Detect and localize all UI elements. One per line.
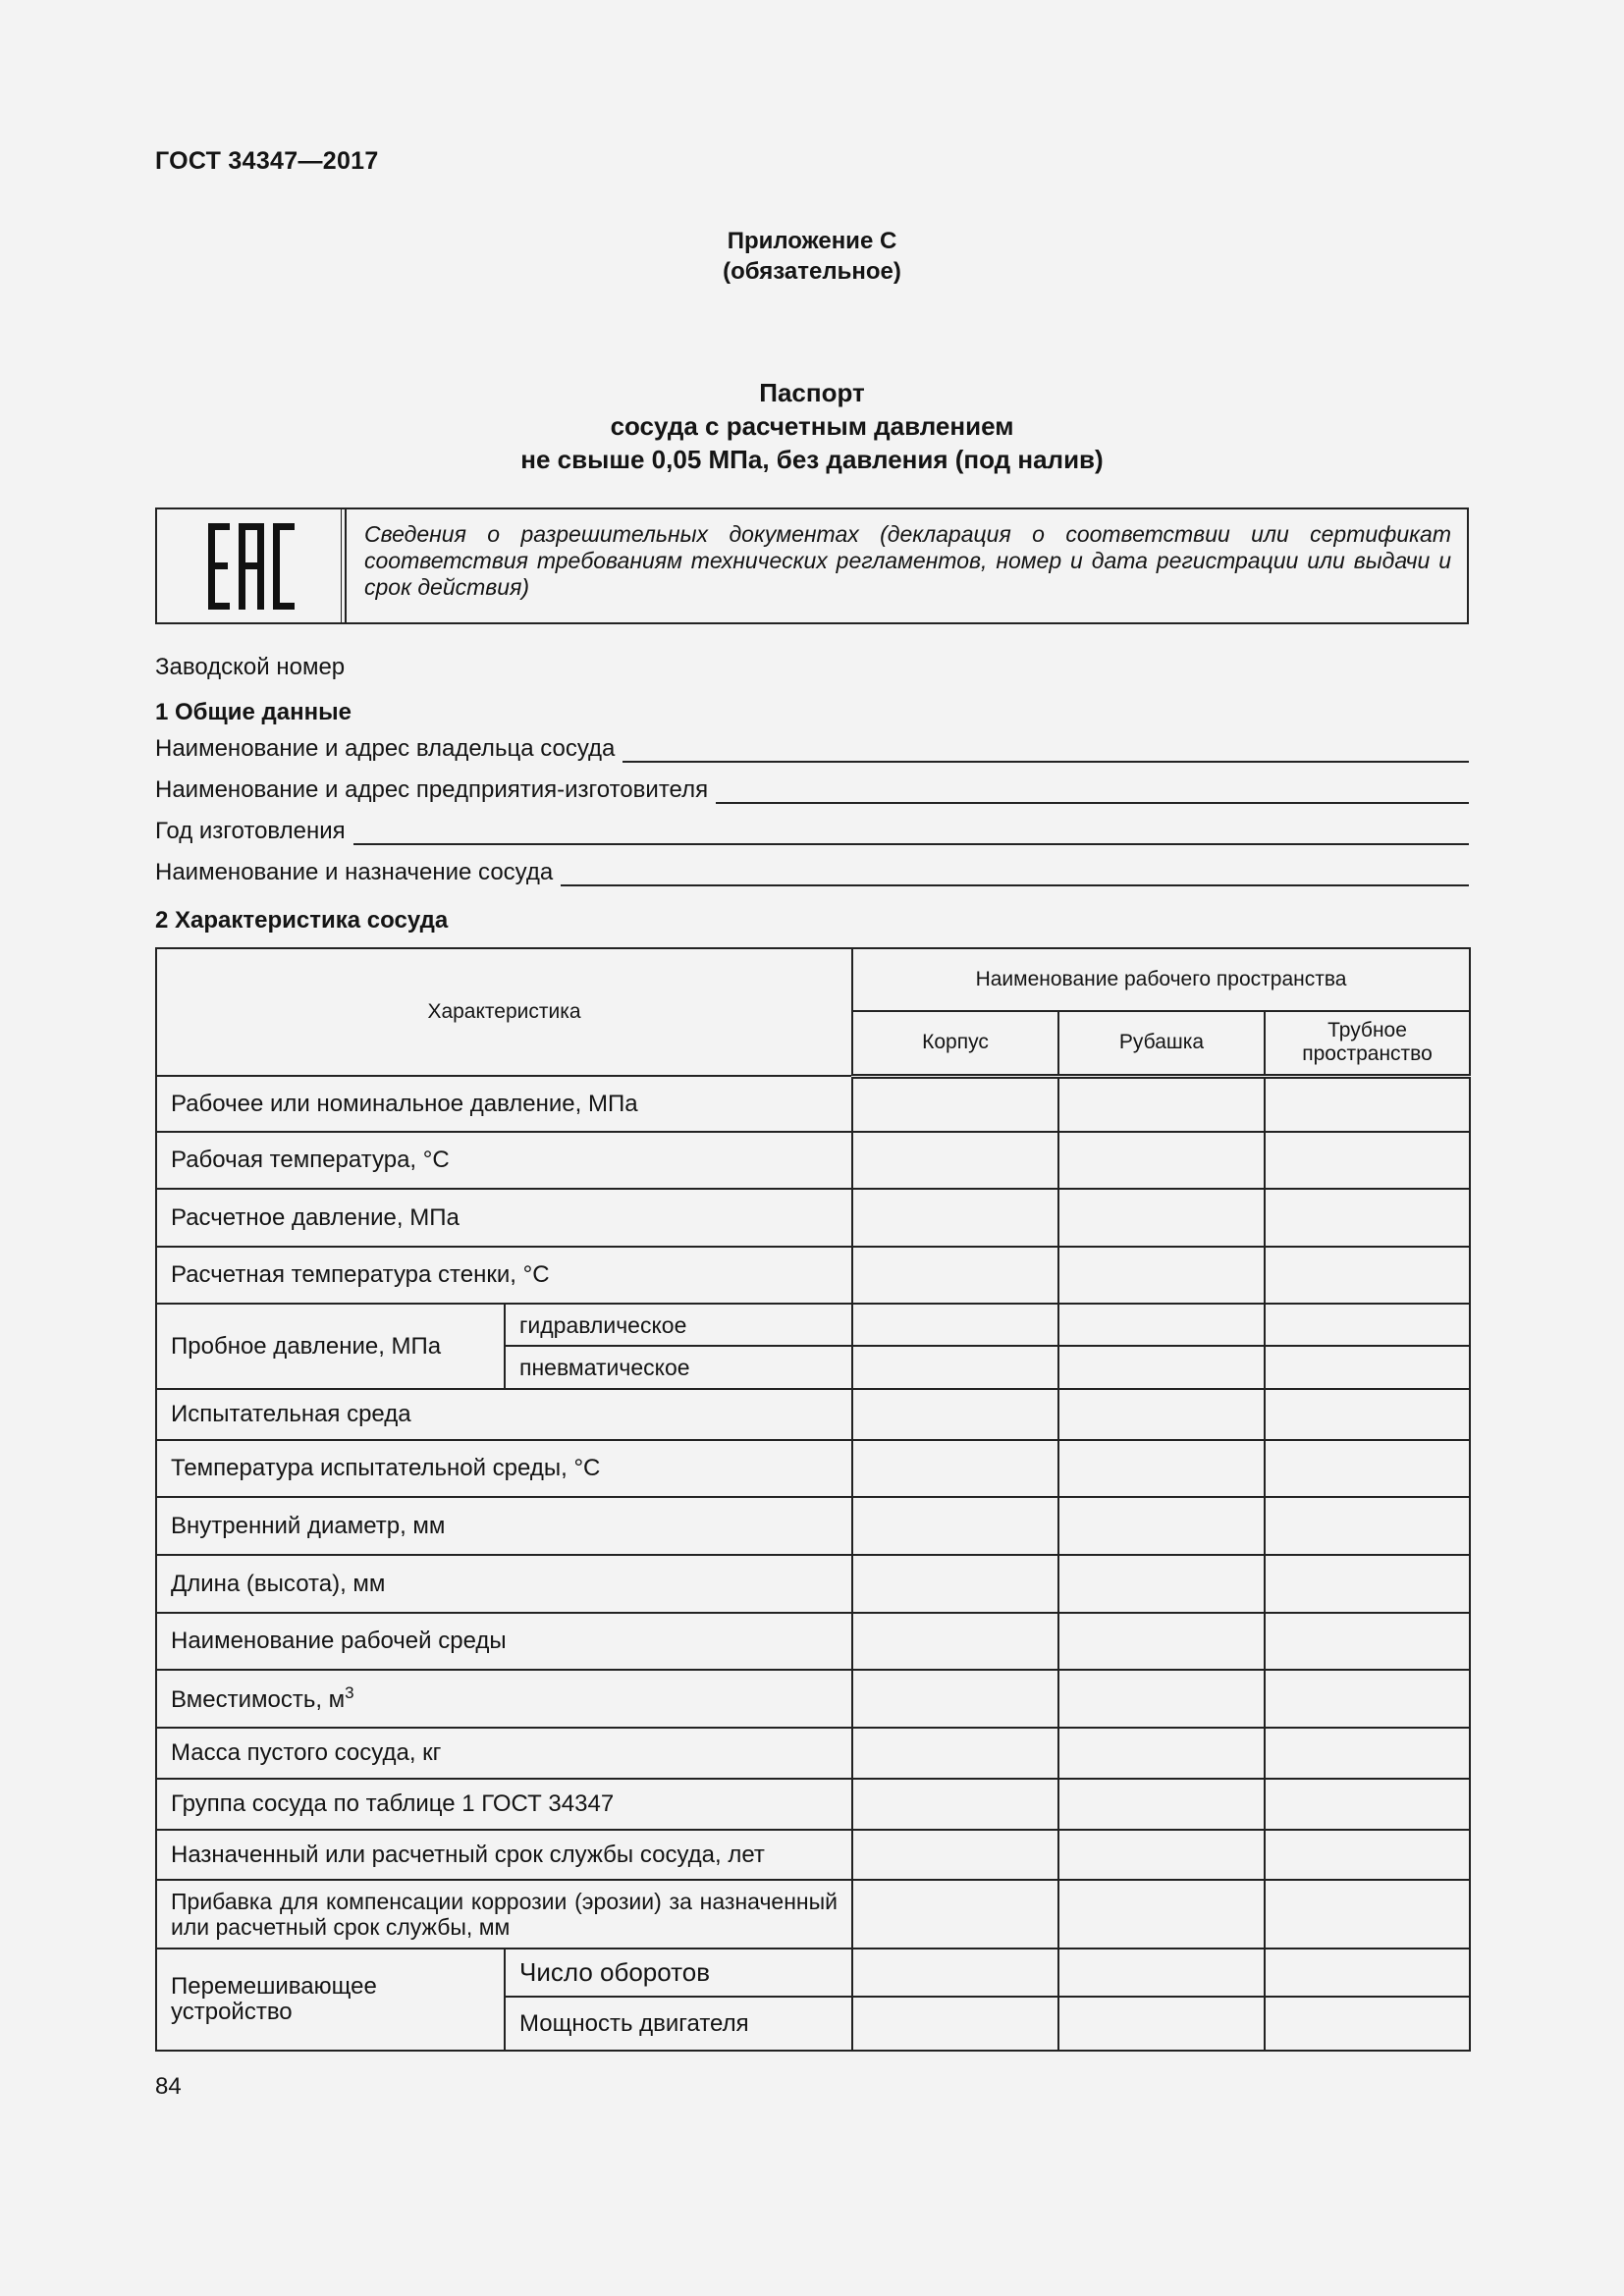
row-label-motor-power: Мощность двигателя: [505, 1997, 852, 2051]
section1-title: 1 Общие данные: [155, 699, 352, 725]
row-label-test-medium-temperature: Температура испытательной среды, °С: [156, 1440, 852, 1497]
table-row: [156, 1132, 1470, 1189]
passport-title-line3: не свыше 0,05 МПа, без давления (под налив): [520, 445, 1104, 474]
cell-jacket[interactable]: [1058, 1076, 1265, 1132]
vessel-name-field[interactable]: [155, 859, 1469, 886]
owner-field-line[interactable]: [623, 741, 1469, 763]
cell-body[interactable]: [852, 1132, 1058, 1189]
eac-permit-info: Сведения о разрешительных документах (декларация о соответствии или сертификат соответствия требованиям технических регламентов, номер и дата регистрации или выдачи и срок действия): [364, 521, 1451, 600]
table-row: [156, 1497, 1470, 1555]
manufacturer-field-label: Наименование и адрес предприятия-изготовителя: [155, 776, 709, 803]
manufacturer-field-line[interactable]: [716, 782, 1469, 804]
header-characteristic: Характеристика: [156, 948, 852, 1076]
cell-body[interactable]: [852, 1189, 1058, 1247]
cell-tube[interactable]: [1265, 1497, 1470, 1555]
table-row: [156, 1949, 1470, 1997]
cell-body[interactable]: [852, 1728, 1058, 1779]
cell-jacket[interactable]: [1058, 1189, 1265, 1247]
capacity-unit-exponent: 3: [345, 1683, 354, 1702]
eac-certification-box: [155, 507, 1469, 624]
cell-tube[interactable]: [1265, 1728, 1470, 1779]
row-label-design-pressure: Расчетное давление, МПа: [156, 1189, 852, 1247]
row-label-inner-diameter: Внутренний диаметр, мм: [156, 1497, 852, 1555]
cell-tube[interactable]: [1265, 1304, 1470, 1346]
row-label-length: Длина (высота), мм: [156, 1555, 852, 1613]
table-row: [156, 1440, 1470, 1497]
header-body: Корпус: [852, 1011, 1058, 1076]
cell-tube[interactable]: [1265, 1346, 1470, 1389]
table-row: [156, 1728, 1470, 1779]
cell-tube[interactable]: [1265, 1997, 1470, 2051]
header-workspace-group: Наименование рабочего пространства: [852, 948, 1470, 1011]
cell-tube[interactable]: [1265, 1440, 1470, 1497]
owner-field-label: Наименование и адрес владельца сосуда: [155, 735, 616, 762]
cell-tube[interactable]: [1265, 1830, 1470, 1880]
table-row: [156, 1613, 1470, 1670]
appendix-title: Приложение С: [727, 228, 897, 254]
cell-body[interactable]: [852, 1389, 1058, 1440]
eac-logo-cell: [157, 509, 347, 622]
cell-jacket[interactable]: [1058, 1997, 1265, 2051]
cell-body[interactable]: [852, 1779, 1058, 1830]
cell-body[interactable]: [852, 1613, 1058, 1670]
page-number: 84: [155, 2073, 182, 2100]
row-label-working-medium: Наименование рабочей среды: [156, 1613, 852, 1670]
vessel-name-field-label: Наименование и назначение сосуда: [155, 859, 554, 885]
cell-jacket[interactable]: [1058, 1497, 1265, 1555]
cell-body[interactable]: [852, 1346, 1058, 1389]
passport-title-line2: сосуда с расчетным давлением: [610, 411, 1014, 441]
row-label-rotation-speed: Число оборотов: [505, 1949, 852, 1997]
capacity-label-text: Вместимость, м: [171, 1686, 346, 1713]
cell-tube[interactable]: [1265, 1779, 1470, 1830]
cell-body[interactable]: [852, 1304, 1058, 1346]
cell-jacket[interactable]: [1058, 1880, 1265, 1949]
cell-jacket[interactable]: [1058, 1304, 1265, 1346]
table-row: [156, 1247, 1470, 1304]
cell-tube[interactable]: [1265, 1389, 1470, 1440]
appendix-status: (обязательное): [723, 258, 901, 285]
row-label-mixing-device: Перемешивающее устройство: [156, 1949, 505, 2051]
cell-tube[interactable]: [1265, 1247, 1470, 1304]
row-label-test-pressure: Пробное давление, МПа: [156, 1304, 505, 1389]
cell-jacket[interactable]: [1058, 1555, 1265, 1613]
cell-body[interactable]: [852, 1440, 1058, 1497]
year-field-line[interactable]: [353, 824, 1469, 845]
cell-jacket[interactable]: [1058, 1247, 1265, 1304]
row-label-capacity: [156, 1670, 852, 1728]
header-tube-space: Трубное пространство: [1265, 1011, 1470, 1076]
table-row: [156, 1304, 1470, 1346]
cell-body[interactable]: [852, 1830, 1058, 1880]
cell-tube[interactable]: [1265, 1076, 1470, 1132]
row-label-empty-mass: Масса пустого сосуда, кг: [156, 1728, 852, 1779]
row-label-pneumatic: пневматическое: [505, 1346, 852, 1389]
cell-body[interactable]: [852, 1880, 1058, 1949]
cell-body[interactable]: [852, 1247, 1058, 1304]
table-row: [156, 1555, 1470, 1613]
cell-tube[interactable]: [1265, 1613, 1470, 1670]
table-row: [156, 1830, 1470, 1880]
header-jacket: Рубашка: [1058, 1011, 1265, 1076]
passport-title: [0, 376, 1624, 476]
cell-jacket[interactable]: [1058, 1389, 1265, 1440]
table-row: [156, 1189, 1470, 1247]
row-label-test-medium: Испытательная среда: [156, 1389, 852, 1440]
passport-title-line1: Паспорт: [759, 378, 865, 407]
cell-jacket[interactable]: [1058, 1949, 1265, 1997]
row-label-working-temperature: Рабочая температура, °С: [156, 1132, 852, 1189]
appendix-heading: [0, 226, 1624, 287]
cell-body[interactable]: [852, 1949, 1058, 1997]
row-label-hydraulic: гидравлическое: [505, 1304, 852, 1346]
cell-body[interactable]: [852, 1555, 1058, 1613]
cell-tube[interactable]: [1265, 1880, 1470, 1949]
cell-jacket[interactable]: [1058, 1613, 1265, 1670]
table-row: [156, 1670, 1470, 1728]
eac-logo-icon: [206, 521, 297, 612]
characteristics-table: [155, 947, 1471, 2052]
table-row: [156, 1779, 1470, 1830]
cell-jacket[interactable]: [1058, 1779, 1265, 1830]
cell-tube[interactable]: [1265, 1555, 1470, 1613]
cell-jacket[interactable]: [1058, 1440, 1265, 1497]
row-label-design-wall-temperature: Расчетная температура стенки, °С: [156, 1247, 852, 1304]
cell-tube[interactable]: [1265, 1949, 1470, 1997]
row-label-working-pressure: Рабочее или номинальное давление, МПа: [156, 1076, 852, 1132]
section2-title: 2 Характеристика сосуда: [155, 907, 449, 934]
row-label-vessel-group: Группа сосуда по таблице 1 ГОСТ 34347: [156, 1779, 852, 1830]
cell-jacket[interactable]: [1058, 1830, 1265, 1880]
cell-body[interactable]: [852, 1997, 1058, 2051]
row-label-service-life: Назначенный или расчетный срок службы сосуда, лет: [156, 1830, 852, 1880]
table-row: [156, 1076, 1470, 1132]
serial-number-label: Заводской номер: [155, 654, 346, 680]
manufacturer-field[interactable]: [155, 776, 1469, 804]
cell-jacket[interactable]: [1058, 1728, 1265, 1779]
cell-jacket[interactable]: [1058, 1670, 1265, 1728]
row-label-corrosion-allowance: Прибавка для компенсации коррозии (эрозии) за назначенный или расчетный срок службы, мм: [156, 1880, 852, 1949]
cell-jacket[interactable]: [1058, 1346, 1265, 1389]
cell-body[interactable]: [852, 1076, 1058, 1132]
year-field[interactable]: [155, 818, 1469, 845]
table-row: [156, 1880, 1470, 1949]
cell-jacket[interactable]: [1058, 1132, 1265, 1189]
standard-code: ГОСТ 34347—2017: [155, 147, 379, 175]
table-row: [156, 1389, 1470, 1440]
cell-tube[interactable]: [1265, 1132, 1470, 1189]
cell-tube[interactable]: [1265, 1189, 1470, 1247]
cell-body[interactable]: [852, 1497, 1058, 1555]
vessel-name-field-line[interactable]: [561, 865, 1469, 886]
cell-body[interactable]: [852, 1670, 1058, 1728]
owner-field[interactable]: [155, 735, 1469, 763]
cell-tube[interactable]: [1265, 1670, 1470, 1728]
year-field-label: Год изготовления: [155, 818, 346, 844]
